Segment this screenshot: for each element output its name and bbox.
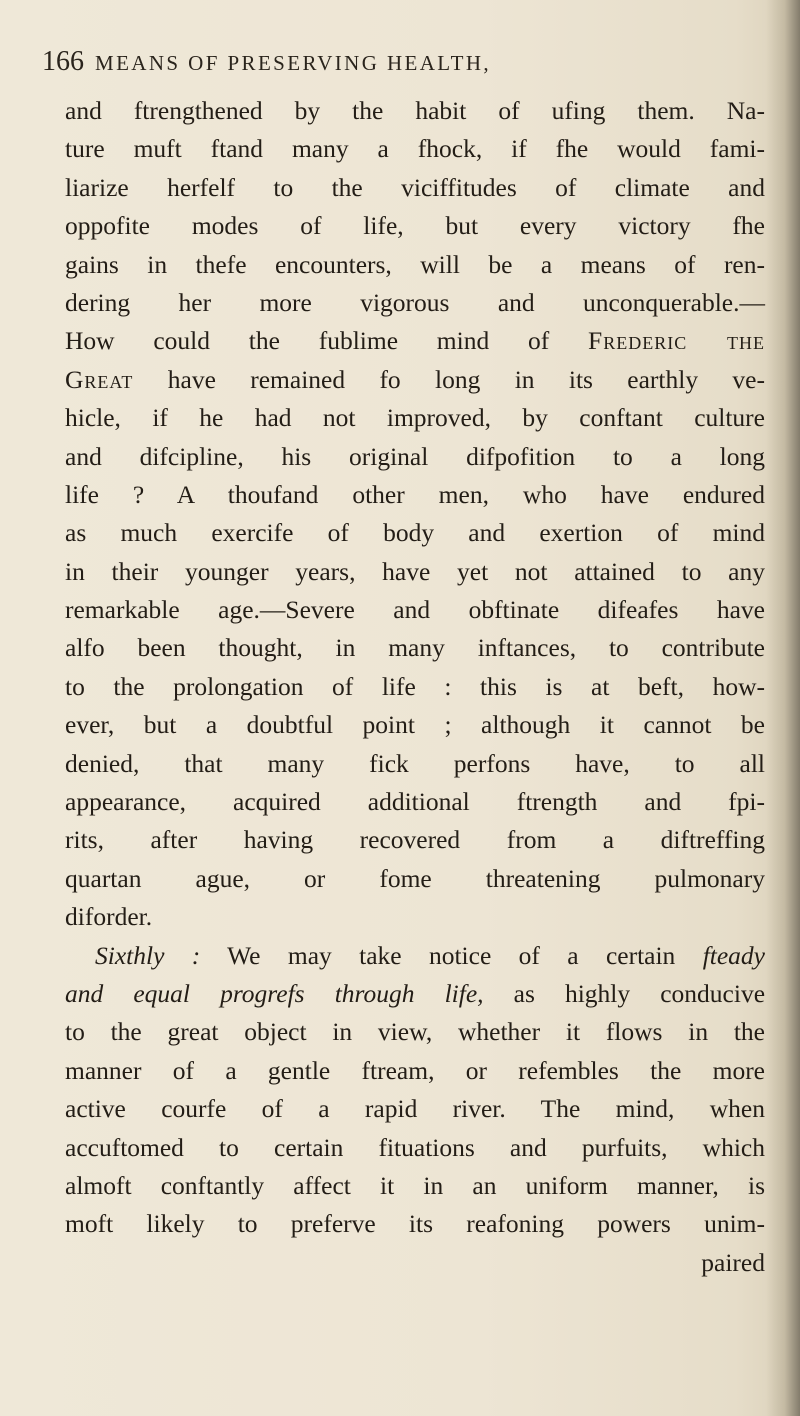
italic-span: Sixthly :: [95, 940, 201, 970]
page-header: [42, 46, 742, 82]
text-line: hicle, if he had not improved, by conftant culture: [65, 403, 765, 433]
text-line: gains in thefe encounters, will be a means of ren-: [65, 249, 765, 279]
name-small-caps: Frederic the: [588, 326, 765, 356]
text-line: [65, 361, 765, 399]
italic-span: fteady: [702, 940, 765, 970]
text-line: ture muft ftand many a fhock, if fhe would fami-: [65, 134, 765, 164]
text-line: ever, but a doubtful point ; although it cannot be: [65, 710, 765, 740]
running-head: MEANS OF PRESERVING HEALTH,: [95, 51, 492, 75]
catchword: paired: [701, 1247, 765, 1277]
text-line: active courfe of a rapid river. The mind, when: [65, 1094, 765, 1124]
text-line: quartan ague, or fome threatening pulmonary: [65, 863, 765, 893]
text-span: have remained fo long in its earthly ve-: [167, 364, 765, 394]
text-line: moft likely to preferve its reafoning powers unim-: [65, 1209, 765, 1239]
text-line: and ftrengthened by the habit of ufing them. Na-: [65, 96, 765, 125]
page-gutter-shadow: [766, 0, 800, 1416]
text-line: and difcipline, his original difpofition to a long: [65, 441, 765, 471]
text-line: [65, 937, 765, 975]
text-line: to the great object in view, whether it flows in the: [65, 1017, 765, 1047]
text-line: diforder.: [65, 902, 153, 932]
text-line: oppofite modes of life, but every victory fhe: [65, 211, 765, 241]
text-line: alfo been thought, in many inftances, to contribute: [65, 633, 765, 663]
text-line: as much exercife of body and exertion of mind: [65, 518, 765, 548]
text-span: as highly conducive: [513, 978, 766, 1008]
text-line: life ? A thoufand other men, who have endured: [65, 479, 765, 509]
text-line: rits, after having recovered from a diftreffing: [65, 825, 765, 855]
text-line: to the prolongation of life : this is at beft, how-: [65, 671, 765, 701]
italic-span: and equal progrefs through life,: [65, 978, 484, 1008]
text-line: in their younger years, have yet not attained to any: [65, 556, 765, 586]
name-small-caps: Great: [65, 364, 134, 394]
body-text: [65, 92, 765, 1282]
text-span: We may take notice of a certain: [227, 940, 676, 970]
text-line: manner of a gentle ftream, or refembles the more: [65, 1055, 765, 1085]
text-line: accuftomed to certain fituations and purfuits, which: [65, 1132, 765, 1162]
text-line: denied, that many fick perfons have, to all: [65, 748, 765, 778]
page-number: 166: [42, 46, 84, 77]
text-line: appearance, acquired additional ftrength and fpi-: [65, 787, 765, 817]
text-line: remarkable age.—Severe and obftinate difeafes have: [65, 595, 765, 625]
text-line: dering her more vigorous and unconquerable.—: [65, 287, 765, 317]
text-line: [65, 322, 765, 360]
text-line: almoft conftantly affect it in an uniform manner, is: [65, 1170, 765, 1200]
text-line: liarize herfelf to the viciffitudes of climate and: [65, 172, 765, 202]
text-span: How could the fublime mind of: [65, 326, 550, 356]
text-line: [65, 975, 765, 1013]
